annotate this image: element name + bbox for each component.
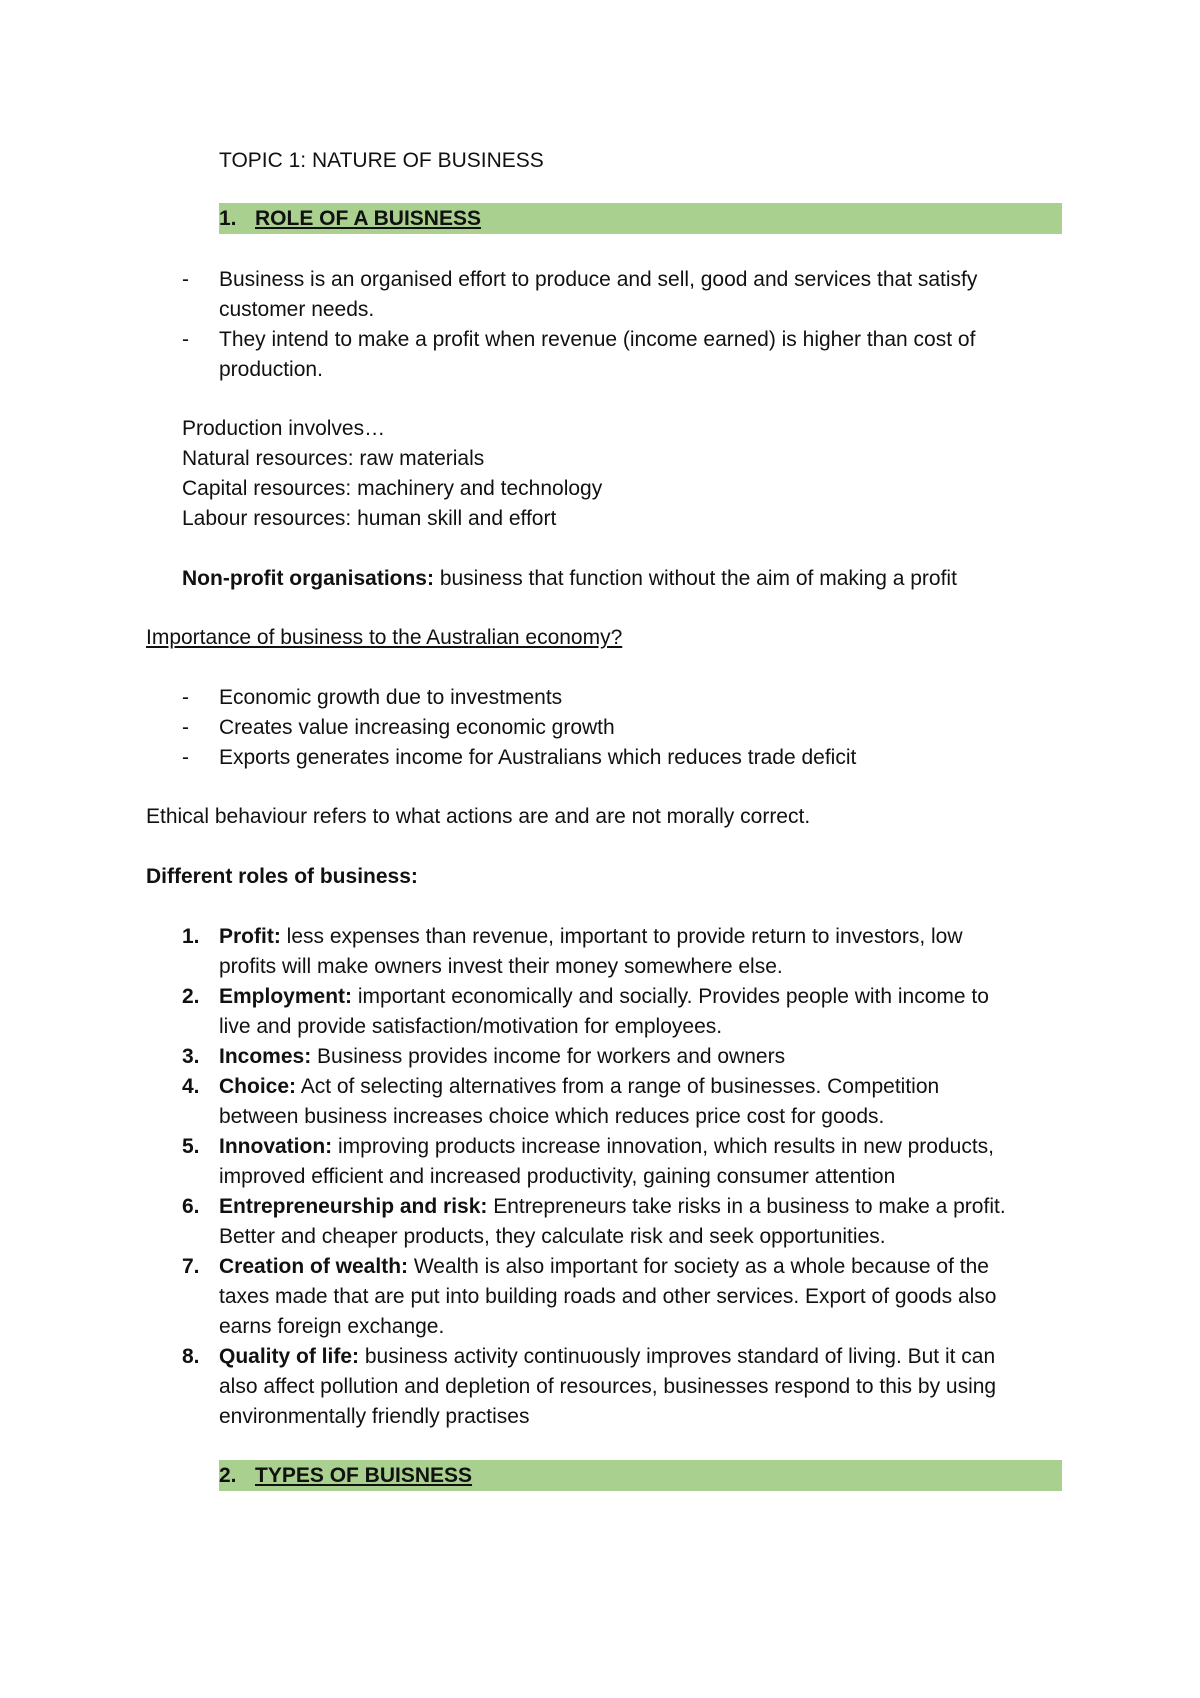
list-item bbox=[219, 1042, 785, 1072]
list-item-text: important economically and socially. Provides people with income to bbox=[352, 985, 989, 1008]
list-item-text: improved efficient and increased productivity, gaining consumer attention bbox=[219, 1165, 896, 1188]
list-item bbox=[219, 1072, 939, 1102]
list-number: 7. bbox=[182, 1255, 200, 1278]
section-label: ROLE OF A BUISNESS bbox=[255, 207, 481, 230]
roles-heading: Different roles of business: bbox=[146, 865, 418, 888]
list-number: 8. bbox=[182, 1345, 200, 1368]
list-item bbox=[219, 922, 963, 952]
list-number: 2. bbox=[182, 985, 200, 1008]
section-label: TYPES OF BUISNESS bbox=[255, 1464, 473, 1487]
list-number: 4. bbox=[182, 1075, 200, 1098]
production-intro: Production involves… bbox=[182, 417, 386, 440]
production-item: Capital resources: machinery and technology bbox=[182, 477, 603, 500]
list-item-text: less expenses than revenue, important to provide return to investors, low bbox=[280, 925, 963, 948]
bullet-dash: - bbox=[182, 686, 189, 709]
bullet-text: Exports generates income for Australians which reduces trade deficit bbox=[219, 746, 857, 769]
production-item: Labour resources: human skill and effort bbox=[182, 507, 557, 530]
list-item-text: business activity continuously improves standard of living. But it can bbox=[359, 1345, 996, 1368]
page-title: TOPIC 1: NATURE OF BUSINESS bbox=[219, 149, 544, 172]
list-item-term: Quality of life: bbox=[219, 1345, 360, 1368]
section-number: 2. bbox=[219, 1464, 237, 1487]
list-item-text: environmentally friendly practises bbox=[219, 1405, 530, 1428]
bullet-dash: - bbox=[182, 746, 189, 769]
list-item-term: Profit: bbox=[219, 925, 281, 948]
list-item bbox=[219, 982, 989, 1012]
list-item-text: between business increases choice which reduces price cost for goods. bbox=[219, 1105, 885, 1128]
list-item-term: Innovation: bbox=[219, 1135, 333, 1158]
list-item bbox=[219, 1192, 1006, 1222]
list-number: 5. bbox=[182, 1135, 200, 1158]
ethical-statement: Ethical behaviour refers to what actions are and are not morally correct. bbox=[146, 805, 811, 828]
list-item-text: profits will make owners invest their money somewhere else. bbox=[219, 955, 783, 978]
bullet-text: production. bbox=[219, 358, 323, 381]
list-number: 6. bbox=[182, 1195, 200, 1218]
production-item: Natural resources: raw materials bbox=[182, 447, 485, 470]
list-number: 3. bbox=[182, 1045, 200, 1068]
importance-heading: Importance of business to the Australian economy? bbox=[146, 626, 623, 649]
list-number: 1. bbox=[182, 925, 200, 948]
list-item-text: Entrepreneurs take risks in a business to make a profit. bbox=[487, 1195, 1006, 1218]
list-item-term: Creation of wealth: bbox=[219, 1255, 409, 1278]
list-item bbox=[219, 1342, 995, 1372]
list-item-text: Business provides income for workers and owners bbox=[311, 1045, 786, 1068]
list-item-text: live and provide satisfaction/motivation for employees. bbox=[219, 1015, 723, 1038]
list-item-term: Incomes: bbox=[219, 1045, 312, 1068]
section-heading-1 bbox=[219, 203, 1062, 234]
section-number: 1. bbox=[219, 207, 237, 230]
list-item-text: taxes made that are put into building roads and other services. Export of goods also bbox=[219, 1285, 997, 1308]
bullet-dash: - bbox=[182, 268, 189, 291]
list-item-text: Wealth is also important for society as a whole because of the bbox=[408, 1255, 989, 1278]
bullet-dash: - bbox=[182, 328, 189, 351]
list-item bbox=[219, 1252, 989, 1282]
bullet-text: Creates value increasing economic growth bbox=[219, 716, 615, 739]
list-item-text: earns foreign exchange. bbox=[219, 1315, 445, 1338]
bullet-dash: - bbox=[182, 716, 189, 739]
list-item-term: Employment: bbox=[219, 985, 353, 1008]
section-heading-2 bbox=[219, 1460, 1062, 1491]
list-item-term: Entrepreneurship and risk: bbox=[219, 1195, 488, 1218]
bullet-text: customer needs. bbox=[219, 298, 375, 321]
list-item-term: Choice: bbox=[219, 1075, 297, 1098]
list-item-text: improving products increase innovation, which results in new products, bbox=[332, 1135, 994, 1158]
bullet-text: Economic growth due to investments bbox=[219, 686, 563, 709]
bullet-text: They intend to make a profit when revenue (income earned) is higher than cost of bbox=[219, 328, 976, 351]
nonprofit-definition bbox=[182, 564, 957, 594]
list-item bbox=[219, 1132, 994, 1162]
bullet-text: Business is an organised effort to produce and sell, good and services that satisfy bbox=[219, 268, 978, 291]
list-item-text: Act of selecting alternatives from a range of businesses. Competition bbox=[296, 1075, 940, 1098]
nonprofit-text: business that function without the aim of making a profit bbox=[433, 567, 957, 590]
nonprofit-term: Non-profit organisations: bbox=[182, 567, 434, 590]
list-item-text: Better and cheaper products, they calculate risk and seek opportunities. bbox=[219, 1225, 886, 1248]
list-item-text: also affect pollution and depletion of resources, businesses respond to this by using bbox=[219, 1375, 997, 1398]
